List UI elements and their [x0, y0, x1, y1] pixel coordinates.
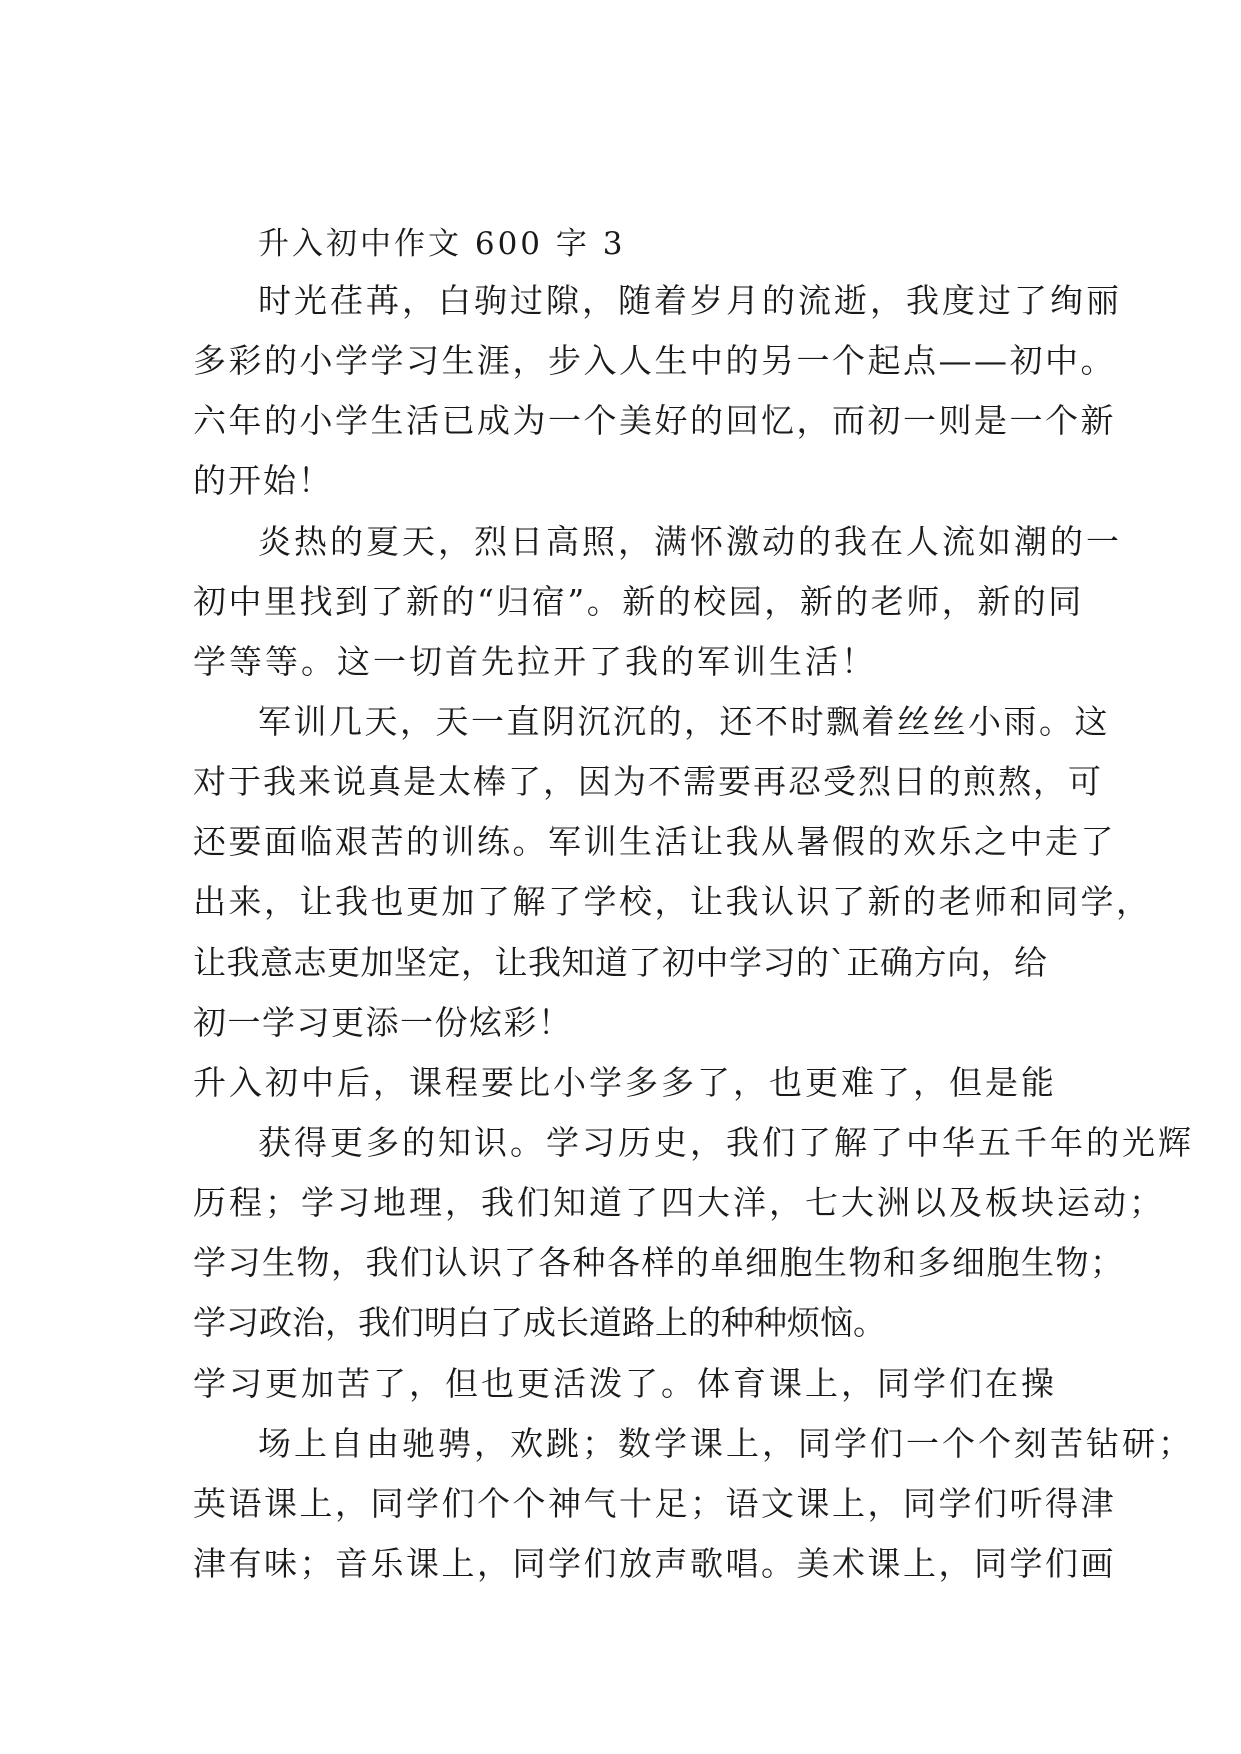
- text-line: 军训几天，天一直阴沉沉的，还不时飘着丝丝小雨。这: [258, 702, 1110, 741]
- text-line: 的开始！: [193, 461, 333, 500]
- text-line: 初一学习更添一份炫彩！: [193, 1003, 573, 1042]
- essay-title: 升入初中作文 600 字 3: [258, 226, 626, 262]
- text-line: 六年的小学生活已成为一个美好的回忆，而初一则是一个新: [193, 401, 1116, 440]
- text-line: 出来，让我也更加了解了学校，让我认识了新的老师和同学，: [193, 882, 1152, 921]
- text-line: 还要面临艰苦的训练。军训生活让我从暑假的欢乐之中走了: [193, 822, 1116, 861]
- text-line: 学习政治，我们明白了成长道路上的种种烦恼。: [193, 1303, 886, 1342]
- text-line: 多彩的小学学习生涯，步入人生中的另一个起点——初中。: [193, 341, 1116, 380]
- text-line: 时光荏苒，白驹过隙，随着岁月的流逝，我度过了绚丽: [258, 281, 1122, 320]
- text-line: 历程；学习地理，我们知道了四大洋，七大洲以及板块运动；: [193, 1183, 1165, 1222]
- text-line: 学习更加苦了，但也更活泼了。体育课上，同学们在操: [193, 1364, 1057, 1403]
- text-line: 初中里找到了新的“归宿”。新的校园，新的老师，新的同: [193, 582, 1084, 621]
- text-line: 场上自由驰骋，欢跳；数学课上，同学们一个个刻苦钻研；: [258, 1424, 1194, 1463]
- text-line: 英语课上，同学们个个神气十足；语文课上，同学们听得津: [193, 1484, 1116, 1523]
- text-line: 学习生物，我们认识了各种各样的单细胞生物和多细胞生物；: [193, 1243, 1125, 1282]
- text-line: 炎热的夏天，烈日高照，满怀激动的我在人流如潮的一: [258, 522, 1122, 561]
- text-line: 升入初中后，课程要比小学多多了，也更难了，但是能: [193, 1063, 1057, 1102]
- text-line: 津有味；音乐课上，同学们放声歌唱。美术课上，同学们画: [193, 1544, 1116, 1583]
- text-line: 学等等。这一切首先拉开了我的军训生活！: [193, 642, 877, 681]
- text-line: 让我意志更加坚定，让我知道了初中学习的`正确方向，给: [193, 943, 1048, 982]
- text-line: 对于我来说真是太棒了，因为不需要再忍受烈日的煎熬，可: [193, 762, 1103, 801]
- text-line: 获得更多的知识。学习历史，我们了解了中华五千年的光辉: [258, 1123, 1194, 1162]
